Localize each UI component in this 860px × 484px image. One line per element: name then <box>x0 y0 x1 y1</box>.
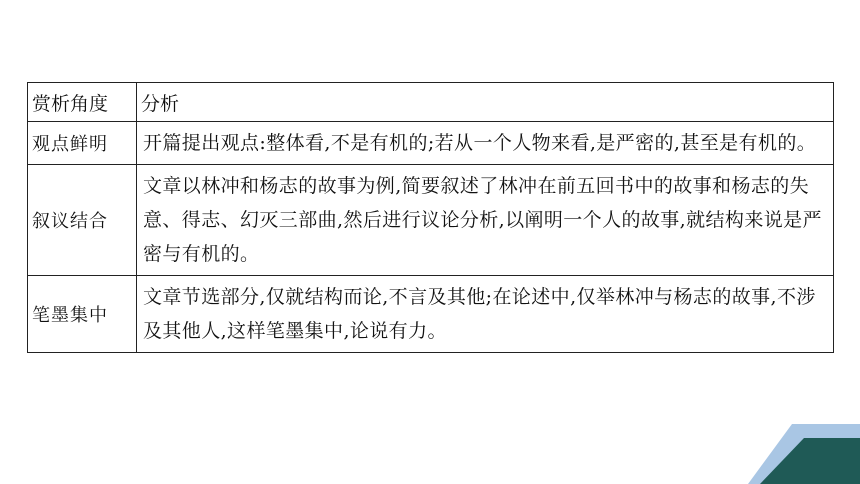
table-row <box>28 165 834 276</box>
analysis-table <box>27 82 834 353</box>
row-angle-cell: 观点鲜明 <box>28 122 137 165</box>
row-analysis-cell: 开篇提出观点:整体看,不是有机的;若从一个人物来看,是严密的,甚至是有机的。 <box>137 122 834 165</box>
row-angle-cell: 叙议结合 <box>28 165 137 276</box>
table-row <box>28 276 834 353</box>
row-analysis-cell: 文章以林冲和杨志的故事为例,简要叙述了林冲在前五回书中的故事和杨志的失意、得志、幻灭三部曲,然后进行议论分析,以阐明一个人的故事,就结构来说是严密与有机的。 <box>137 165 834 276</box>
row-angle-cell: 笔墨集中 <box>28 276 137 353</box>
header-angle: 赏析角度 <box>28 83 137 122</box>
header-analysis: 分析 <box>137 83 834 122</box>
corner-decoration <box>720 424 860 484</box>
row-analysis-cell: 文章节选部分,仅就结构而论,不言及其他;在论述中,仅举林冲与杨志的故事,不涉及其他人,这样笔墨集中,论说有力。 <box>137 276 834 353</box>
table-row <box>28 122 834 165</box>
table-header-row <box>28 83 834 122</box>
